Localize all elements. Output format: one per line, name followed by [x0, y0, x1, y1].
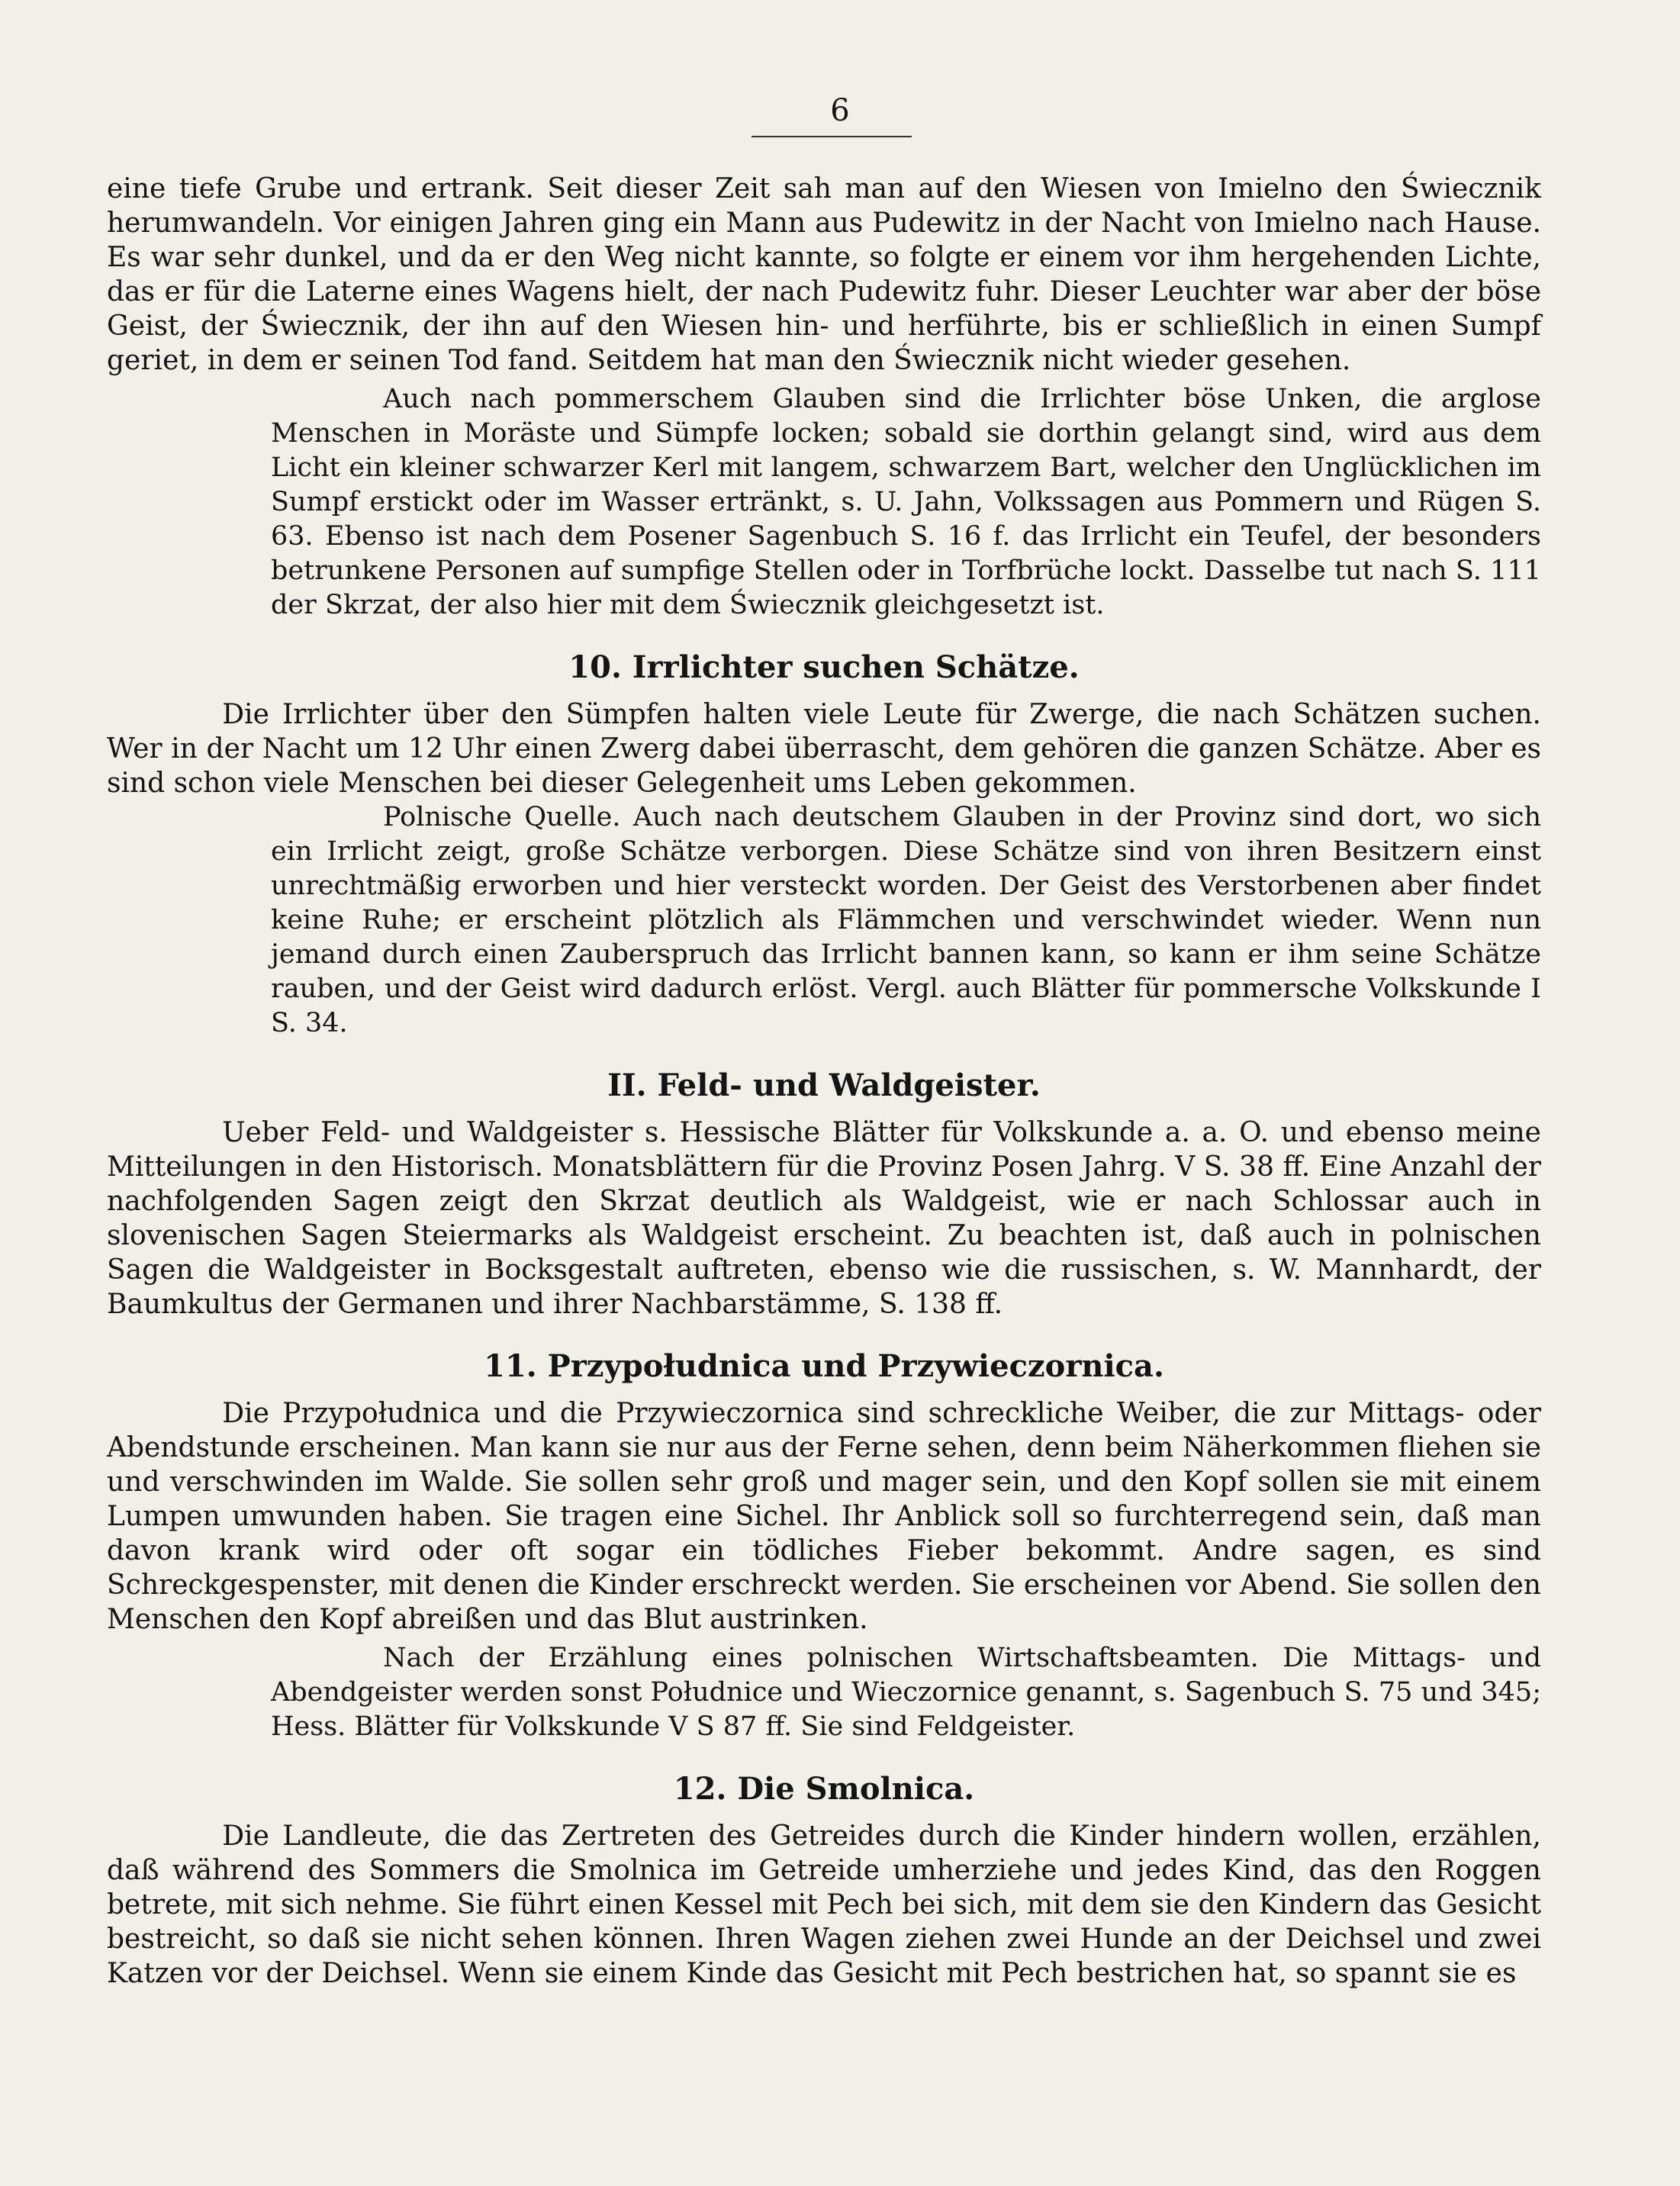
- section-II-heading: II. Feld- und Waldgeister.: [607, 1067, 1041, 1103]
- intro-paragraph: eine tiefe Grube und ertrank. Seit dieser Zeit sah man auf den Wiesen von Imielno den Świecznik herumwandeln. Vor einigen Jahren ging ein Mann aus Pudewitz in der Nacht von Imielno nach Hause. Es war sehr dunkel, und da er den Weg nicht kannte, so folgte er einem vor ihm hergehenden Lichte, das er für die Laterne eines Wagens hielt, der nach Pudewitz fuhr. Dieser Leuchter war aber der böse Geist, der Świecznik, der ihn auf den Wiesen hin- und herführte, bis er schließlich in einen Sumpf geriet, in dem er seinen Tod fand. Seitdem hat man den Świecznik nicht wieder gesehen.: [107, 173, 1541, 376]
- header-rule: [751, 136, 912, 137]
- section-11-paragraph: Die Przypołudnica und die Przywieczornica sind schreckliche Weiber, die zur Mittags- oder Abendstunde erscheinen. Man kann sie nur aus der Ferne sehen, denn beim Näherkommen fliehen sie und verschwinden im Walde. Sie sollen sehr groß und mager sein, und den Kopf sollen sie mit einem Lumpen umwunden haben. Sie tragen eine Sichel. Ihr Anblick soll so furchterregend sein, daß man davon krank wird oder oft sogar ein tödliches Fieber bekommt. Andre sagen, es sind Schreckgespenster, mit denen die Kinder erschreckt werden. Sie erscheinen vor Abend. Sie sollen den Menschen den Kopf abreißen und das Blut austrinken.: [107, 1398, 1541, 1635]
- page-number: 6: [830, 93, 850, 128]
- section-12-heading: 12. Die Smolnica.: [673, 1771, 975, 1807]
- section-11-note-text: Nach der Erzählung eines polnischen Wirtschaftsbeamten. Die Mittags- und Abendgeister werden sonst Południce und Wieczornice genannt, s. Sagenbuch S. 75 und 345; Hess. Blätter für Volkskunde V S 87 ff. Sie sind Feldgeister.: [271, 1643, 1541, 1742]
- section-II-paragraph: Ueber Feld- und Waldgeister s. Hessische Blätter für Volkskunde a. a. O. und ebenso meine Mitteilungen in den Historisch. Monatsblättern für die Provinz Posen Jahrg. V S. 38 ff. Eine Anzahl der nachfolgenden Sagen zeigt den Skrzat deutlich als Waldgeist, wie er nach Schlossar auch in slovenischen Sagen Steiermarks als Waldgeist erscheint. Zu beachten ist, daß auch in polnischen Sagen die Waldgeister in Bocksgestalt auftreten, ebenso wie die russischen, s. W. Mannhardt, der Baumkultus der Germanen und ihrer Nachbarstämme, S. 138 ff.: [107, 1117, 1541, 1320]
- section-10-note: [107, 800, 1541, 1041]
- intro-note-text: Auch nach pommerschem Glauben sind die Irrlichter böse Unken, die arglose Menschen in Moräste und Sümpfe locken; sobald sie dorthin gelangt sind, wird aus dem Licht ein kleiner schwarzer Kerl mit langem, schwarzem Bart, welcher den Unglücklichen im Sumpf erstickt oder im Wasser ertränkt, s. U. Jahn, Volkssagen aus Pommern und Rügen S. 63. Ebenso ist nach dem Posener Sagenbuch S. 16 f. das Irrlicht ein Teufel, der besonders betrunkene Personen auf sumpfige Stellen oder in Torfbrüche lockt. Dasselbe tut nach S. 111 der Skrzat, der also hier mit dem Świecznik gleichgesetzt ist.: [271, 384, 1541, 620]
- section-12-paragraph: Die Landleute, die das Zertreten des Getreides durch die Kinder hindern wollen, erzählen, daß während des Sommers die Smolnica im Getreide umherziehe und jedes Kind, das den Roggen betrete, mit sich nehme. Sie führt einen Kessel mit Pech bei sich, mit dem sie den Kindern das Gesicht bestreicht, so daß sie nicht sehen können. Ihren Wagen ziehen zwei Hunde an der Deichsel und zwei Katzen vor der Deichsel. Wenn sie einem Kinde das Gesicht mit Pech bestrichen hat, so spannt sie es: [107, 1821, 1541, 1989]
- section-11-note: [107, 1641, 1541, 1744]
- section-10-paragraph: Die Irrlichter über den Sümpfen halten viele Leute für Zwerge, die nach Schätzen suchen. Wer in der Nacht um 12 Uhr einen Zwerg dabei überrascht, dem gehören die ganzen Schätze. Aber es sind schon viele Menschen bei dieser Gelegenheit ums Leben gekommen.: [107, 699, 1541, 799]
- intro-note: [107, 382, 1541, 623]
- section-11-heading: 11. Przypołudnica und Przywieczornica.: [484, 1348, 1164, 1384]
- page-body: [107, 172, 1541, 1991]
- section-10-note-text: Polnische Quelle. Auch nach deutschem Glauben in der Provinz sind dort, wo sich ein Irrlicht zeigt, große Schätze verborgen. Diese Schätze sind von ihren Besitzern einst unrechtmäßig erworben und hier versteckt worden. Der Geist des Verstorbenen aber findet keine Ruhe; er erscheint plötzlich als Flämmchen und verschwindet wieder. Wenn nun jemand durch einen Zauberspruch das Irrlicht bannen kann, so kann er ihm seine Schätze rauben, und der Geist wird dadurch erlöst. Vergl. auch Blätter für pommersche Volkskunde I S. 34.: [271, 802, 1541, 1038]
- section-10-heading: 10. Irrlichter suchen Schätze.: [568, 649, 1080, 685]
